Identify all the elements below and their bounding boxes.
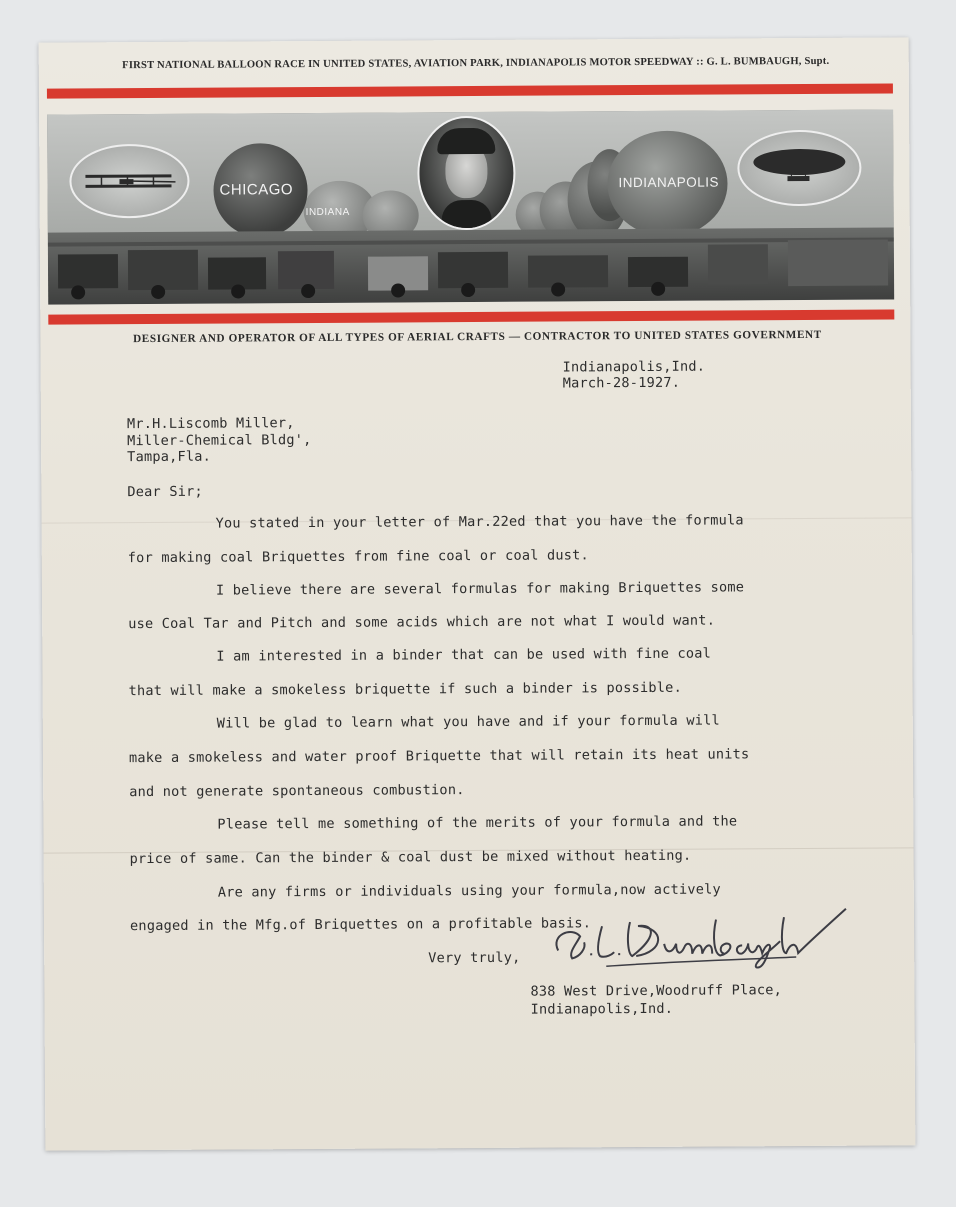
body-line: You stated in your letter of Mar.22ed that you have the formula	[215, 512, 744, 532]
letterhead-top-text: FIRST NATIONAL BALLOON RACE IN UNITED STATES, AVIATION PARK, INDIANAPOLIS MOTOR SPEEDWAY :: G. L. BUMBAUGH, Supt.	[122, 55, 830, 72]
body-line: Please tell me something of the merits of your formula and the	[217, 813, 738, 833]
body-line: price of same. Can the binder & coal dust be mixed without heating.	[129, 847, 692, 868]
body-line: make a smokeless and water proof Briquette that will retain its heat units	[128, 746, 750, 767]
recipient-address-line2: Tampa,Fla.	[127, 448, 212, 466]
balloon-indiana-label: INDIANA	[305, 206, 350, 219]
letterhead-bottom-text: DESIGNER AND OPERATOR OF ALL TYPES OF AERIAL CRAFTS — CONTRACTOR TO UNITED STATES GOVERNMENT	[133, 328, 822, 346]
recipient-name: Mr.H.Liscomb Miller,	[126, 415, 295, 433]
body-line: I believe there are several formulas for making Briquettes some	[215, 579, 745, 599]
balloon-indianapolis-label: INDIANAPOLIS	[618, 174, 720, 191]
crowd-and-automobiles	[48, 219, 894, 304]
letterhead-photo-banner	[47, 109, 894, 304]
balloon-chicago-label: CHICAGO	[219, 181, 294, 199]
body-line: for making coal Briquettes from fine coal or coal dust.	[127, 547, 589, 567]
airship-icon	[739, 132, 859, 205]
recipient-address-line1: Miller-Chemical Bldg',	[127, 432, 312, 450]
biplane-vignette	[69, 144, 189, 219]
red-rule-top	[47, 83, 893, 98]
airship-vignette	[737, 130, 861, 207]
body-line: Will be glad to learn what you have and if your formula will	[216, 712, 720, 732]
body-line: I am interested in a binder that can be used with fine coal	[216, 645, 712, 665]
letter-date: March-28-1927.	[562, 374, 681, 392]
salutation: Dear Sir;	[127, 483, 203, 501]
body-line: that will make a smokeless briquette if such a binder is possible.	[128, 679, 682, 700]
sender-address-line2: Indianapolis,Ind.	[530, 1000, 674, 1018]
red-rule-bottom	[48, 309, 894, 324]
body-line: and not generate spontaneous combustion.	[129, 782, 465, 801]
letter-place: Indianapolis,Ind.	[562, 358, 706, 376]
portrait-photo	[417, 116, 516, 231]
sender-address-line1: 838 West Drive,Woodruff Place,	[530, 982, 783, 1000]
body-line: engaged in the Mfg.of Briquettes on a profitable basis.	[129, 915, 592, 935]
body-line: use Coal Tar and Pitch and some acids which are not what I would want.	[128, 612, 716, 633]
closing: Very truly,	[428, 949, 521, 967]
biplane-icon	[71, 146, 187, 217]
letter-sheet	[39, 37, 916, 1150]
body-line: Are any firms or individuals using your formula,now actively	[217, 881, 721, 901]
portrait-cap	[437, 128, 495, 154]
